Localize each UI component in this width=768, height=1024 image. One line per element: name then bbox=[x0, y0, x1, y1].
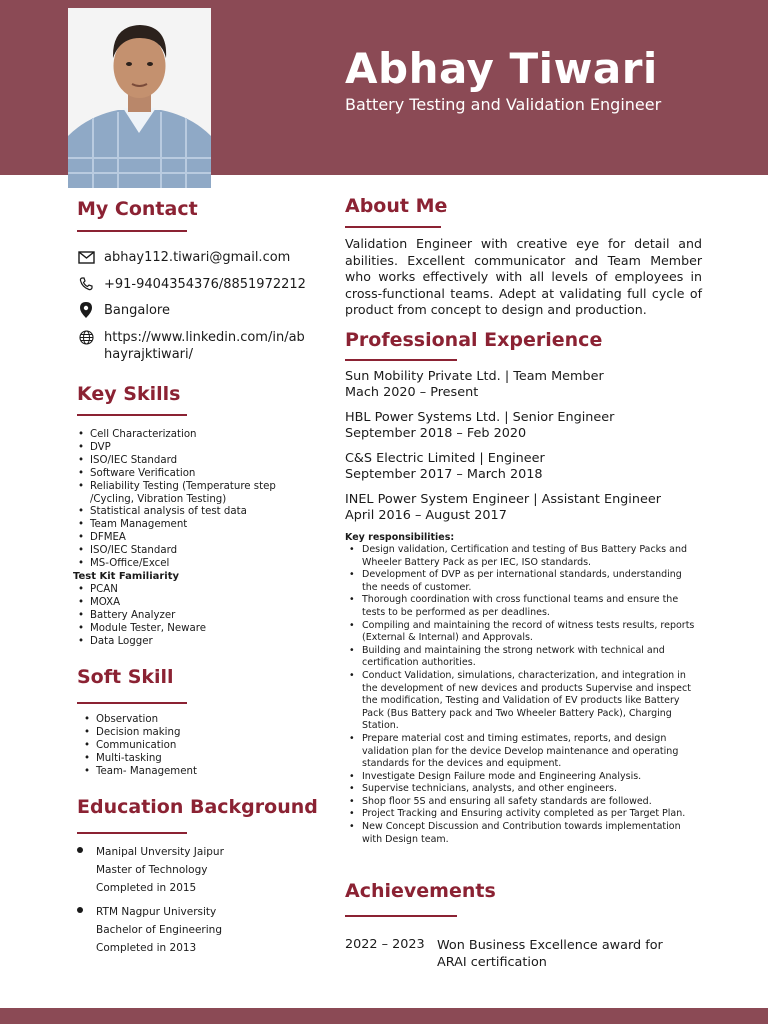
list-item: • Observation bbox=[82, 714, 292, 727]
list-item: • Statistical analysis of test data bbox=[76, 506, 291, 519]
list-item: • Supervise technicians, analysts, and other engineers. bbox=[345, 783, 695, 796]
soft-skill-list bbox=[82, 714, 292, 779]
education-heading: Education Background bbox=[77, 796, 318, 818]
list-item: • ISO/IEC Standard bbox=[76, 545, 291, 558]
location-text: Bangalore bbox=[104, 303, 170, 318]
job-dates: Mach 2020 – Present bbox=[345, 384, 479, 400]
job-company-role: C&S Electric Limited | Engineer bbox=[345, 451, 545, 466]
list-item: • Cell Characterization bbox=[76, 429, 291, 442]
list-item: • Building and maintaining the strong network with technical and certification authorities. bbox=[345, 645, 695, 670]
list-item: • New Concept Discussion and Contribution towards implementation with Design team. bbox=[345, 821, 695, 846]
phone-icon bbox=[77, 276, 95, 292]
email-text: abhay112.tiwari@gmail.com bbox=[104, 250, 291, 265]
list-item: • Project Tracking and Ensuring activity completed as per Target Plan. bbox=[345, 808, 695, 821]
school-name: RTM Nagpur University bbox=[96, 906, 217, 918]
list-item: • Multi-tasking bbox=[82, 753, 292, 766]
skills-list bbox=[76, 429, 291, 571]
test-kit-list bbox=[76, 584, 291, 649]
degree-name: Bachelor of Engineering bbox=[96, 924, 222, 936]
portrait-image bbox=[68, 8, 211, 188]
list-item: • Decision making bbox=[82, 727, 292, 740]
responsibilities-list bbox=[345, 544, 695, 846]
list-item: • Communication bbox=[82, 740, 292, 753]
experience-underline bbox=[345, 359, 457, 361]
list-item: • DFMEA bbox=[76, 532, 291, 545]
phone-text: +91-9404354376/8851972212 bbox=[104, 277, 306, 292]
contact-underline bbox=[77, 230, 187, 232]
job-dates: September 2017 – March 2018 bbox=[345, 466, 543, 482]
linkedin-link[interactable]: https://www.linkedin.com/in/abhayrajktiwari/ bbox=[104, 330, 305, 362]
location-pin-icon bbox=[77, 302, 95, 318]
list-item: • Team Management bbox=[76, 519, 291, 532]
soft-skill-heading: Soft Skill bbox=[77, 666, 174, 688]
list-item: • Software Verification bbox=[76, 468, 291, 481]
completion-year: Completed in 2015 bbox=[96, 882, 197, 894]
job-entry bbox=[345, 451, 545, 482]
contact-phone[interactable] bbox=[77, 276, 309, 293]
list-item: • Shop floor 5S and ensuring all safety standards are followed. bbox=[345, 796, 695, 809]
list-item: • PCAN bbox=[76, 584, 291, 597]
list-item: • MS-Office/Excel bbox=[76, 558, 291, 571]
job-entry bbox=[345, 410, 614, 441]
person-name: Abhay Tiwari bbox=[345, 44, 658, 93]
contact-email[interactable] bbox=[77, 249, 309, 266]
achievement-years: 2022 – 2023 bbox=[345, 937, 425, 952]
about-text: Validation Engineer with creative eye for detail and abilities. Excellent communicator and Team Member who works effectively with all levels of employees in cross-functional teams. Adept at validating full cycle of product from concept to design and production. bbox=[345, 236, 702, 317]
list-item: • Reliability Testing (Temperature step /Cycling, Vibration Testing) bbox=[76, 481, 291, 507]
list-item: • Battery Analyzer bbox=[76, 610, 291, 623]
list-item: • Prepare material cost and timing estimates, reports, and design validation plan for the device Develop maintenance and operating standards for the devices and equipment. bbox=[345, 733, 695, 771]
list-item: • Team- Management bbox=[82, 766, 292, 779]
list-item: • Compiling and maintaining the record of witness tests results, reports (External & Internal) and Approvals. bbox=[345, 620, 695, 645]
job-title: Battery Testing and Validation Engineer bbox=[345, 95, 662, 114]
contact-heading: My Contact bbox=[77, 198, 198, 220]
soft-skill-underline bbox=[77, 702, 187, 704]
list-item: • ISO/IEC Standard bbox=[76, 455, 291, 468]
experience-heading: Professional Experience bbox=[345, 329, 603, 351]
education-entry bbox=[77, 843, 224, 897]
skills-heading: Key Skills bbox=[77, 383, 181, 405]
contact-linkedin[interactable] bbox=[77, 329, 309, 363]
responsibilities-heading: Key responsibilities: bbox=[345, 532, 455, 543]
list-item: • Conduct Validation, simulations, characterization, and integration in the development of new devices and products Supervise and inspect the modification, Testing and Validation of EV products like Battery Pack (Bus Battery pack and Two Wheeler Battery Pack), Charging Station. bbox=[345, 670, 695, 733]
achievement-text: Won Business Excellence award for ARAI certification bbox=[437, 938, 663, 970]
list-item: • Thorough coordination with cross functional teams and ensure the tests to be performed as per deadlines. bbox=[345, 594, 695, 619]
job-company-role: INEL Power System Engineer | Assistant Engineer bbox=[345, 492, 661, 507]
education-underline bbox=[77, 832, 187, 834]
list-item: • Data Logger bbox=[76, 636, 291, 649]
about-underline bbox=[345, 226, 441, 228]
job-dates: September 2018 – Feb 2020 bbox=[345, 425, 527, 441]
school-name: Manipal Unversity Jaipur bbox=[96, 846, 224, 858]
list-item: • Development of DVP as per international standards, understanding the needs of customer. bbox=[345, 569, 695, 594]
globe-icon bbox=[77, 329, 95, 345]
job-entry bbox=[345, 492, 661, 523]
about-heading: About Me bbox=[345, 195, 448, 217]
list-item: • Design validation, Certification and testing of Bus Battery Packs and Wheeler Battery Pack as per IEC, ISO standards. bbox=[345, 544, 695, 569]
completion-year: Completed in 2013 bbox=[96, 942, 197, 954]
mail-icon bbox=[77, 249, 95, 265]
footer-band bbox=[0, 1008, 768, 1024]
achievements-heading: Achievements bbox=[345, 880, 496, 902]
job-entry bbox=[345, 369, 604, 400]
list-item: • Investigate Design Failure mode and Engineering Analysis. bbox=[345, 771, 695, 784]
skills-underline bbox=[77, 414, 187, 416]
job-dates: April 2016 – August 2017 bbox=[345, 507, 507, 523]
list-item: • Module Tester, Neware bbox=[76, 623, 291, 636]
bullet-dot-icon bbox=[77, 907, 83, 913]
job-company-role: HBL Power Systems Ltd. | Senior Engineer bbox=[345, 410, 615, 425]
degree-name: Master of Technology bbox=[96, 864, 208, 876]
education-entry bbox=[77, 903, 222, 957]
list-item: • DVP bbox=[76, 442, 291, 455]
test-kit-heading: Test Kit Familiarity bbox=[73, 571, 180, 582]
profile-photo bbox=[68, 8, 211, 188]
bullet-dot-icon bbox=[77, 847, 83, 853]
job-company-role: Sun Mobility Private Ltd. | Team Member bbox=[345, 369, 604, 384]
achievements-underline bbox=[345, 915, 457, 917]
contact-location bbox=[77, 302, 309, 319]
list-item: • MOXA bbox=[76, 597, 291, 610]
